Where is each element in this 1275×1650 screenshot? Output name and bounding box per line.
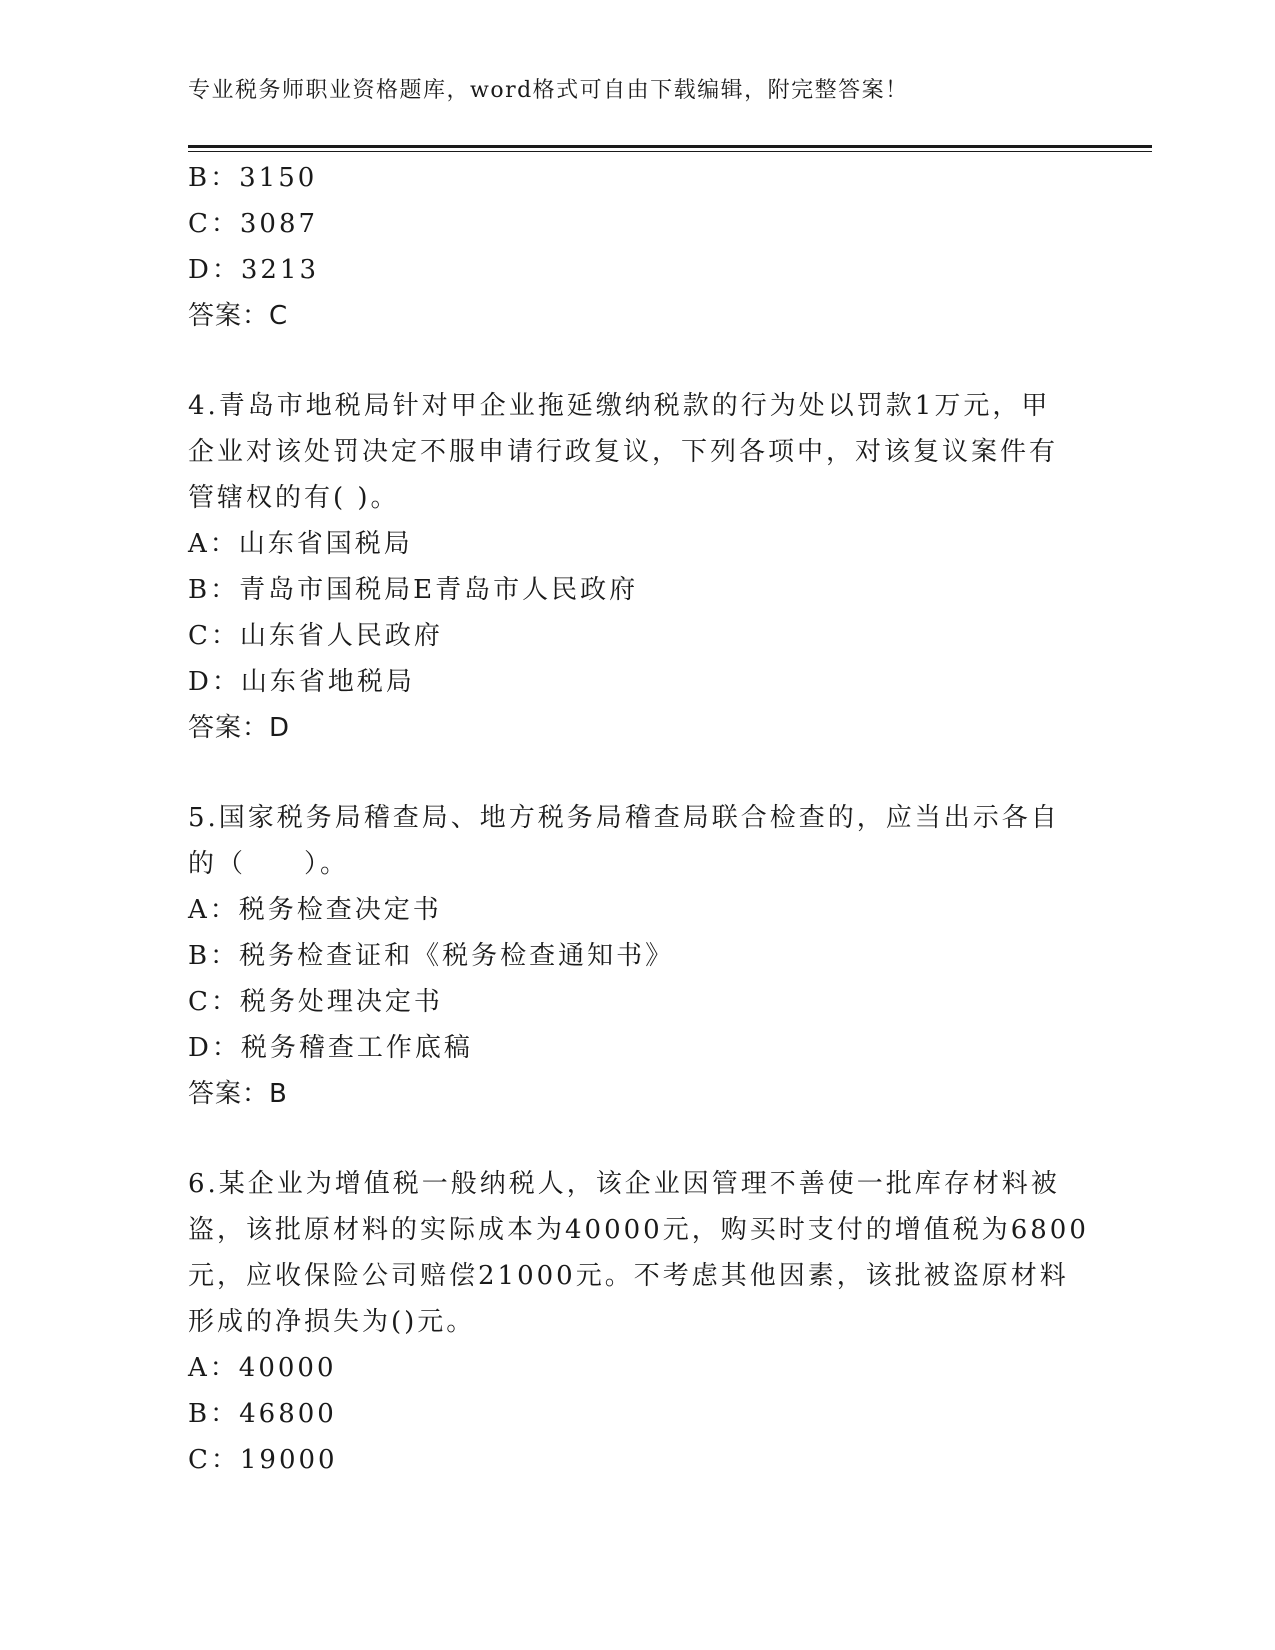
page-header: 专业税务师职业资格题库，word格式可自由下载编辑，附完整答案！ xyxy=(188,78,909,103)
question-stem-line: 形成的净损失为()元。 xyxy=(188,1307,476,1337)
option-b: B：46800 xyxy=(188,1399,337,1429)
question-stem-line: 6.某企业为增值税一般纳税人，该企业因管理不善使一批库存材料被 xyxy=(188,1169,1060,1199)
option-c: C：税务处理决定书 xyxy=(188,987,443,1017)
option-d: D：3213 xyxy=(188,255,320,285)
question-4 xyxy=(188,383,1088,751)
answer-line: 答案：C xyxy=(188,301,289,331)
question-stem-line: 管辖权的有( )。 xyxy=(188,483,400,513)
option-a: A：40000 xyxy=(188,1353,337,1383)
option-d: D：税务稽查工作底稿 xyxy=(188,1033,473,1063)
option-c: C：3087 xyxy=(188,209,319,239)
question-stem-line: 盗，该批原材料的实际成本为40000元，购买时支付的增值税为6800 xyxy=(188,1215,1089,1245)
question-stem-line: 元，应收保险公司赔偿21000元。不考虑其他因素，该批被盗原材料 xyxy=(188,1261,1069,1291)
question-stem-line: 企业对该处罚决定不服申请行政复议，下列各项中，对该复议案件有 xyxy=(188,437,1059,467)
answer-line: 答案：B xyxy=(188,1079,288,1109)
question-6 xyxy=(188,1161,1088,1483)
question-3-tail xyxy=(188,155,1088,339)
question-5 xyxy=(188,795,1088,1117)
option-a: A：税务检查决定书 xyxy=(188,895,442,925)
question-stem-line: 5.国家税务局稽查局、地方税务局稽查局联合检查的，应当出示各自 xyxy=(188,803,1060,833)
question-content xyxy=(188,155,1088,1483)
question-stem-line: 的（ ）。 xyxy=(188,849,350,879)
answer-line: 答案：D xyxy=(188,713,291,743)
header-divider-thin xyxy=(188,151,1152,152)
option-c: C：19000 xyxy=(188,1445,338,1475)
option-a: A：山东省国税局 xyxy=(188,529,413,559)
option-b: B：税务检查证和《税务检查通知书》 xyxy=(188,941,675,971)
option-c: C：山东省人民政府 xyxy=(188,621,443,651)
header-divider xyxy=(188,145,1152,148)
option-b: B：青岛市国税局E青岛市人民政府 xyxy=(188,575,639,605)
option-b: B：3150 xyxy=(188,163,318,193)
option-d: D：山东省地税局 xyxy=(188,667,415,697)
question-stem-line: 4.青岛市地税局针对甲企业拖延缴纳税款的行为处以罚款1万元，甲 xyxy=(188,391,1051,421)
